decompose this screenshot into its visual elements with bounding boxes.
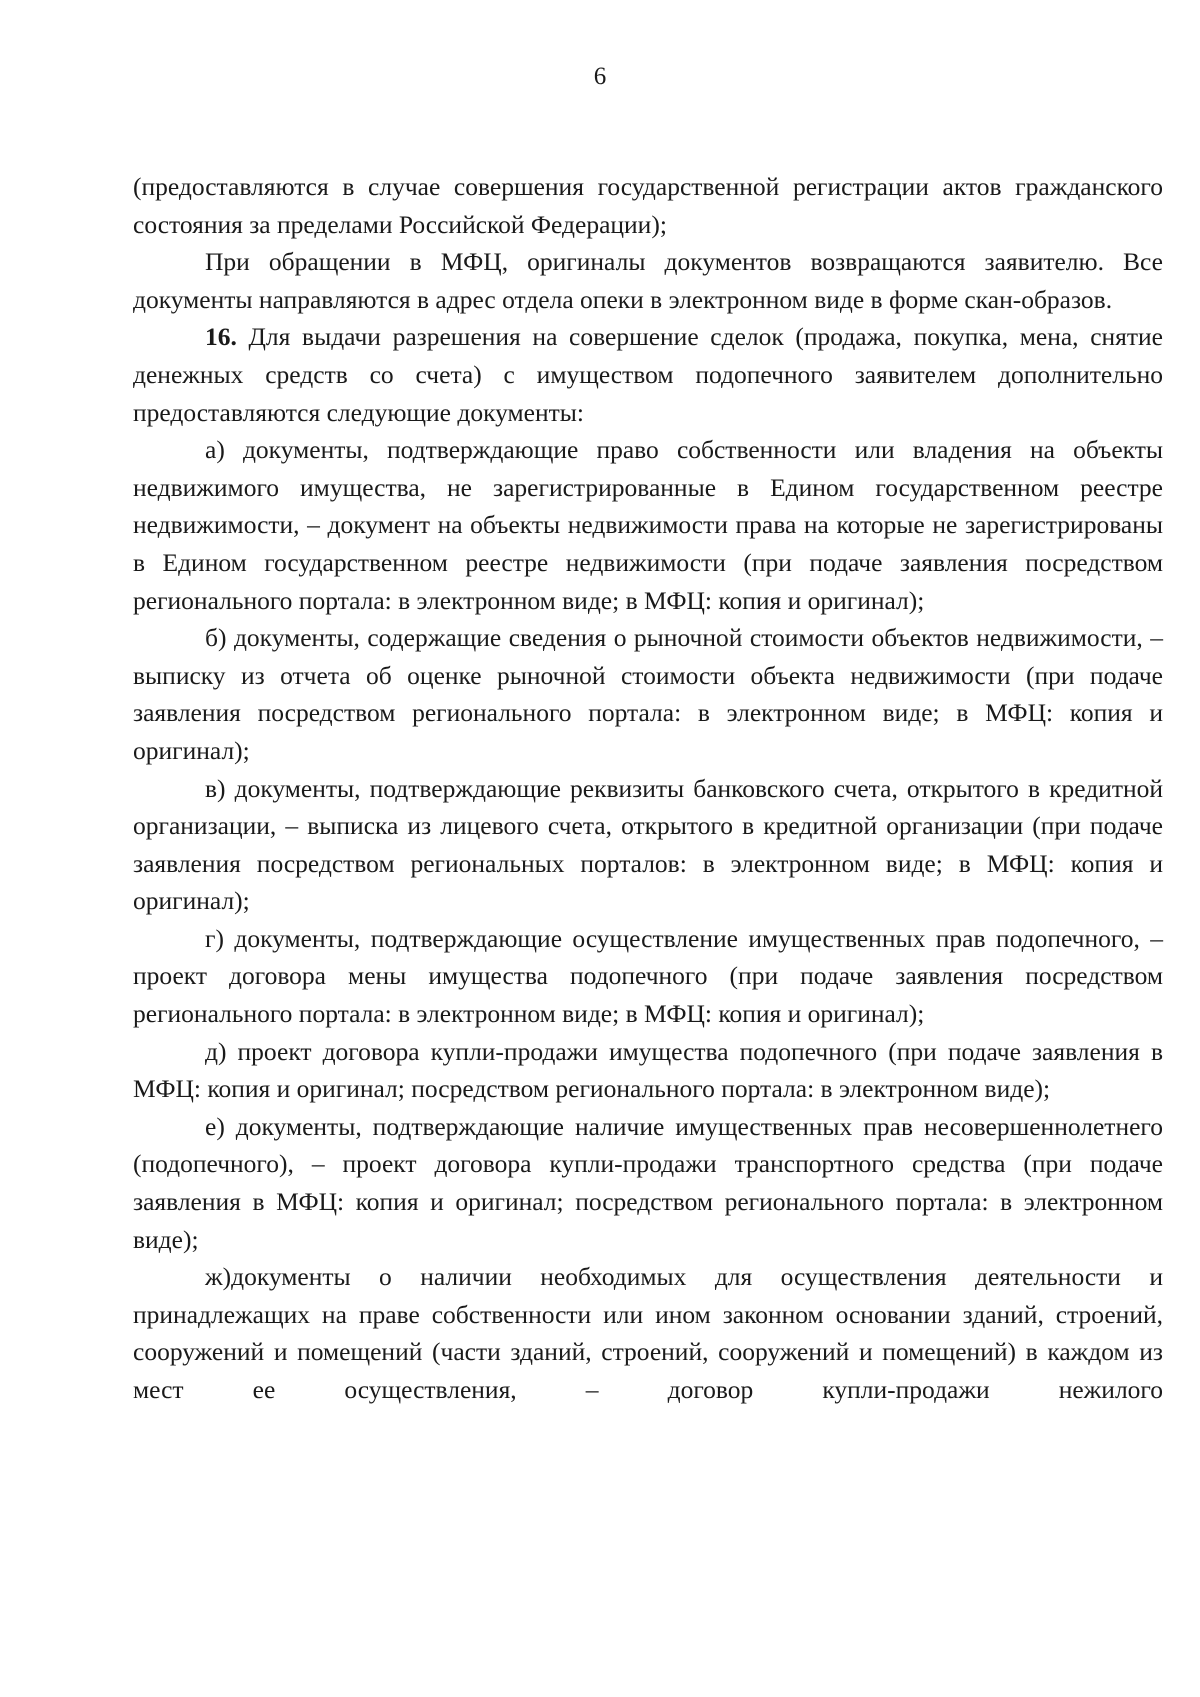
item-16-text: Для выдачи разрешения на совершение сделок (продажа, покупка, мена, снятие денежных средств со счета) с имуществом подопечного заявителем дополнительно предоставляются следующие документы: [133,322,1163,427]
paragraph-subitem-g: г) документы, подтверждающие осуществление имущественных прав подопечного, – проект договора мены имущества подопечного (при подаче заявления посредством регионального портала: в электронном виде; в МФЦ: копия и оригинал); [133,923,1163,1029]
paragraph-mfc-originals: При обращении в МФЦ, оригиналы документов возвращаются заявителю. Все документы направляются в адрес отдела опеки в электронном виде в форме скан-образов. [133,247,1163,314]
paragraph-item-16 [133,318,1163,431]
paragraph-subitem-zh: ж)документы о наличии необходимых для осуществления деятельности и принадлежащих на праве собственности или ином законном основании зданий, строений, сооружений и помещений (части зданий, строений, сооружений и помещений) в каждом из мест ее осуществления, – договор купли-продажи нежилого [133,1262,1163,1404]
paragraph-continuation: (предоставляются в случае совершения государственной регистрации актов гражданского состояния за пределами Российской Федерации); [133,172,1163,239]
paragraph-subitem-a: а) документы, подтверждающие право собственности или владения на объекты недвижимого имущества, не зарегистрированные в Едином государственном реестре недвижимости, – документ на объекты недвижимости права на которые не зарегистрированы в Едином государственном реестре недвижимости (при подаче заявления посредством регионального портала: в электронном виде; в МФЦ: копия и оригинал); [133,435,1163,615]
page-number: 6 [593,63,607,90]
document-body [133,168,1163,1409]
paragraph-subitem-b: б) документы, содержащие сведения о рыночной стоимости объектов недвижимости, – выписку из отчета об оценке рыночной стоимости объекта недвижимости (при подаче заявления посредством регионального портала: в электронном виде; в МФЦ: копия и оригинал); [133,623,1163,765]
paragraph-subitem-e: е) документы, подтверждающие наличие имущественных прав несовершеннолетнего (подопечного), – проект договора купли-продажи транспортного средства (при подаче заявления в МФЦ: копия и оригинал; посредством регионального портала: в электронном виде); [133,1111,1163,1254]
paragraph-subitem-d: д) проект договора купли-продажи имущества подопечного (при подаче заявления в МФЦ: копия и оригинал; посредством регионального портала: в электронном виде); [133,1036,1163,1104]
item-number: 16. [205,322,237,352]
paragraph-subitem-v: в) документы, подтверждающие реквизиты банковского счета, открытого в кредитной организации, – выписка из лицевого счета, открытого в кредитной организации (при подаче заявления посредством региональных порталов: в электронном виде; в МФЦ: копия и оригинал); [133,773,1163,916]
